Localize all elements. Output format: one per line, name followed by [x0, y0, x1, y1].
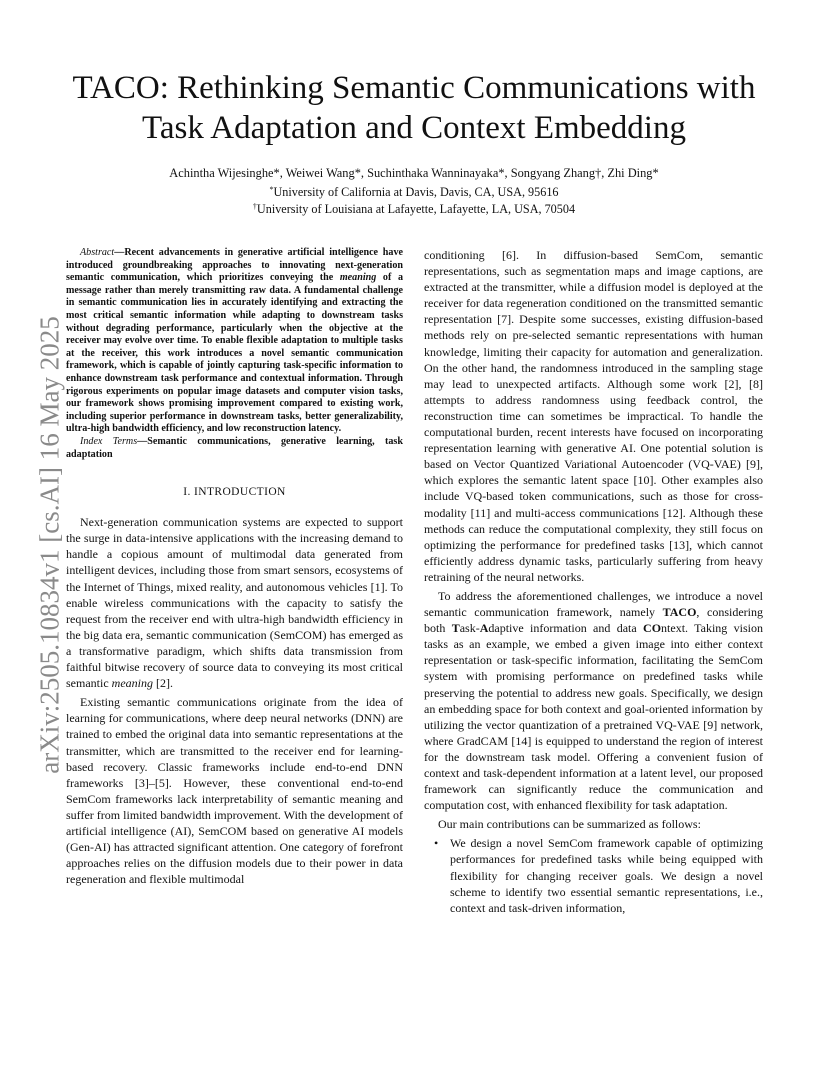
affiliation-2 [40, 198, 788, 218]
arxiv-side-label: arXiv:2505.10834v1 [cs.AI] 16 May 2025 [34, 316, 65, 774]
contributions-intro: Our main contributions can be summarized as follows: [438, 817, 701, 832]
title-line-1: TACO: Rethinking Semantic Communications with [72, 70, 756, 106]
acronym-letter: CO [643, 621, 662, 636]
title-line-2: Task Adaptation and Context Embedding [142, 110, 686, 146]
paragraph-text: Next-generation communication systems are expected to support the surge in data-intensive applications with the increasing demand to handle a copious amount of multimodal data generated from intelligent devices, including those from smart sensors, ecosystems of the Internet of Things, mixed reality, and autonomous vehicles [1]. To enable wireless communications with the capacity to satisfy the request from the receiver end with ultra-high bandwidth efficiency in the big data era, semantic communication (SemCOM) has emerged as a transformative paradigm, which shifts data transmission from faithful bitwise recovery of source data to conveying its most critical semantic [66, 515, 403, 691]
intro-paragraph-3: conditioning [6]. In diffusion-based SemCom, semantic representations, such as segmentation maps and image captions, are extracted at the transmitter, while a diffusion model is deployed at the receiver for data regeneration conditioned on the transmitted semantic representation [7]. Despite some successes, existing diffusion-based methods rely on pre-selected semantic representations with human knowledge, limiting their capacity for automation and generalization. On the other hand, the randomness introduced in the sampling stage may lead to unexpected artifacts. Although some work [2], [8] attempts to address randomness using feedback control, the reconstruction time can sometimes be impractical. To handle the computational burden, recent interests have focused on incorporating representation learning with generative AI. One potential solution is based on Vector Quantized Variational Autoencoder (VQ-VAE) [9], which explores the semantic latent space [10]. Other examples also include VQ-based token communications, such as those for cross-modality [11] and multi-access communications [12]. Although these methods can reduce the computational complexity, they still focus on optimizing the performance for predefined tasks [13], which cannot efficiently address dynamic tasks, particularly suffering from heavy retraining of the neural networks. [424, 248, 763, 584]
list-item-text: We design a novel SemCom framework capable of optimizing performances for predefined tasks while being equipped with flexibility for changing receiver goals. We design a novel scheme to identify two essential semantic representations, i.e., context and task-driven information, [450, 836, 763, 915]
acronym-letter: T [451, 621, 460, 636]
abstract [66, 247, 403, 436]
paragraph-text: ask- [459, 621, 480, 636]
abstract-text: Recent advancements in generative artificial intelligence have introduced groundbreaking approaches to innovating next-generation semantic communication, which prioritizes conveying the [66, 247, 403, 284]
paragraph-text: ntext. Taking vision tasks as an example, we embed a given image into either context representation or task-specific information, facilitating the SemCom system with promising performance on predefined tasks while preserving the potential to address new goals. Specifically, we design an embedding space for both context and goal-oriented information by utilizing the vector quantization of a pretrained VQ-VAE [9] network, where GradCAM [14] is equipped to understand the region of interest for the downstream task model. Offering a convenient fusion of context and task-dependent information at a latent level, our proposed framework can significantly reduce the communication and computation cost, with enhanced flexibility for task adaptation. [424, 621, 763, 813]
intro-paragraph-1 [66, 514, 403, 691]
author-list: Achintha Wijesinghe*, Weiwei Wang*, Suchinthaka Wanninayaka*, Songyang Zhang†, Zhi Ding* [169, 166, 659, 180]
section-heading: I. INTRODUCTION [183, 486, 286, 499]
abstract-emphasis: meaning [339, 272, 377, 284]
abstract-text: of a message rather than merely transmitting raw data. A fundamental challenge in semantic communication lies in accurately identifying and extracting the most critical semantic information while adapting to downstream tasks without degrading performance, particularly when the objective at the receiver may evolve over time. To enable flexible adaptation to multiple tasks at the receiver, this work introduces a novel semantic communication framework, which is capable of jointly capturing task-specific information to enhance downstream task performance and contextual information. Through rigorous experiments on popular image datasets and computer vision tasks, our framework shows promising improvement compared to existing work, including superior performance in downstream tasks, better generalizability, ultra-high bandwidth efficiency, and low reconstruction latency. [66, 272, 403, 435]
paper-title [40, 68, 788, 148]
affiliation-mark: † [252, 202, 257, 211]
intro-paragraph-4 [424, 588, 763, 813]
bullet-icon: • [434, 836, 439, 851]
index-terms-dash: — [137, 435, 148, 447]
paragraph-text: To address the aforementioned challenges, we introduce a novel semantic communication framework, namely [424, 588, 763, 620]
abstract-lead: Abstract [80, 247, 115, 258]
acronym-letter: A [479, 621, 489, 636]
index-terms-lead: Index Terms [80, 435, 138, 447]
paragraph-emphasis: meaning [111, 676, 153, 691]
contributions-list [424, 835, 763, 915]
affiliation-text: University of Louisiana at Lafayette, Lafayette, LA, USA, 70504 [256, 202, 576, 216]
intro-paragraph-2: Existing semantic communications originate from the idea of learning for communications, where deep neural networks (DNN) are trained to embed the original data into semantic representations at the transmitter, which are transmitted to the receiver end for learning-based recovery. Classic frameworks include end-to-end DNN frameworks [3]–[5]. However, these conventional end-to-end SemCom frameworks lack interpretability of semantic meaning and suffer from limited bandwidth improvement. With the development of artificial intelligence (AI), SemCOM based on generative AI models (Gen-AI) has attracted significant attention. One category of forefront approaches relies on the diffusion models due to their power in data regeneration and flexible multimodal [66, 695, 403, 887]
paragraph-text: daptive information and data [488, 621, 644, 636]
right-column [424, 247, 763, 916]
index-terms [66, 436, 403, 461]
paragraph-text: [2]. [152, 676, 173, 691]
left-column [66, 247, 403, 890]
affiliation-text: University of California at Davis, Davis, CA, USA, 95616 [273, 185, 559, 199]
paragraph-text: , considering both [424, 605, 763, 636]
list-item [424, 835, 763, 915]
abstract-dash: — [114, 247, 125, 258]
index-terms-text: Semantic communications, generative learning, task adaptation [66, 435, 403, 460]
affiliation-mark: * [269, 185, 274, 194]
taco-name: TACO [662, 605, 697, 620]
